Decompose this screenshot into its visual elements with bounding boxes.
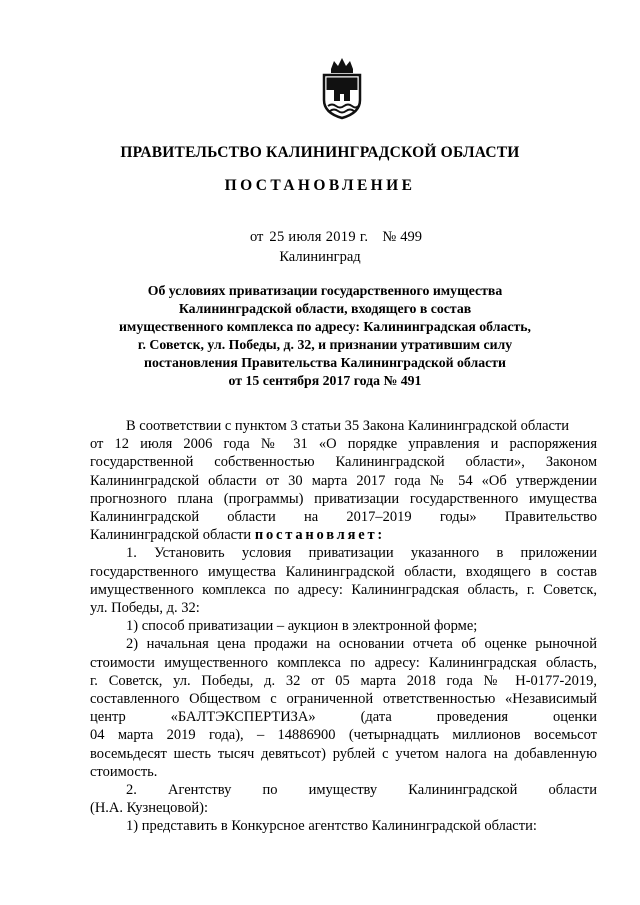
body-line: Калининградской области на 2017–2019 годы» Правительство: [90, 509, 597, 526]
body-line: стоимости имущественного комплекса по адресу: Калининградская область,: [90, 654, 597, 671]
date-prefix: от: [250, 229, 264, 245]
decree-keyword: постановляет:: [254, 527, 386, 544]
document-date: 25 июля 2019 г.: [269, 229, 369, 245]
body-line: (Н.А. Кузнецовой):: [90, 800, 209, 817]
body-line: [90, 526, 597, 544]
body-line: составленного Обществом с ограниченной ответственностью «Независимый: [90, 691, 597, 708]
subject-line: постановления Правительства Калининградской области: [144, 355, 506, 370]
body-line: имущественного комплекса по адресу: Калининградская область, г. Советск,: [90, 581, 597, 598]
body-line: стоимость.: [90, 763, 158, 780]
document-city: Калининград: [279, 249, 361, 265]
body-line: 2. Агентству по имуществу Калининградской области: [126, 782, 597, 799]
body-line: ул. Победы, д. 32:: [90, 600, 200, 617]
body-line: центр «БАЛТЭКСПЕРТИЗА» (дата проведения оценки: [90, 709, 597, 726]
body-line: В соответствии с пунктом 3 статьи 35 Закона Калининградской области: [126, 418, 570, 434]
body-line: 1. Установить условия приватизации указанного в приложении: [126, 545, 597, 562]
document-kind: ПОСТАНОВЛЕНИЕ: [224, 177, 416, 194]
subject-line: имущественного комплекса по адресу: Калининградская область,: [118, 319, 532, 334]
subject-line: от 15 сентября 2017 года № 491: [228, 373, 422, 388]
body-line: Калининградской области от 30 марта 2017 года № 54 «Об утверждении: [90, 472, 597, 489]
document-date-line: [250, 229, 422, 246]
body-line: 04 марта 2019 года), – 14886900 (четырнадцать миллионов восемьсот: [90, 727, 597, 744]
subject-line: Об условиях приватизации государственного имущества: [147, 283, 503, 298]
government-title: ПРАВИТЕЛЬСТВО КАЛИНИНГРАДСКОЙ ОБЛАСТИ: [120, 144, 520, 161]
body-line: 1) способ приватизации – аукцион в электронной форме;: [126, 618, 478, 635]
body-line: 2) начальная цена продажи на основании отчета об оценке рыночной: [126, 636, 597, 653]
body-line: государственного имущества Калининградской области, входящего в состав: [90, 563, 597, 580]
document-subject: [90, 282, 560, 390]
subject-line: г. Советск, ул. Победы, д. 32, и признании утратившим силу: [137, 337, 513, 352]
body-line: восемьдесят шесть тысяч девятьсот) рублей с учетом налога на добавленную: [90, 745, 597, 762]
kaliningrad-coat-of-arms-icon: [320, 56, 364, 120]
body-line-text: Калининградской области: [90, 527, 252, 544]
body-line: от 12 июля 2006 года № 31 «О порядке управления и распоряжения: [90, 436, 597, 453]
body-line: государственной собственностью Калининградской области», Законом: [90, 454, 597, 471]
body-line: прогнозного плана (программы) приватизации государственного имущества: [90, 490, 597, 507]
document-body: [90, 417, 597, 836]
body-line: 1) представить в Конкурсное агентство Калининградской области:: [126, 818, 537, 835]
number-sign: №: [382, 229, 397, 245]
body-line: г. Советск, ул. Победы, д. 32 от 05 марта 2018 года № Н-0177-2019,: [90, 672, 597, 689]
document-number: 499: [400, 229, 422, 245]
subject-line: Калининградской области, входящего в состав: [178, 301, 472, 316]
